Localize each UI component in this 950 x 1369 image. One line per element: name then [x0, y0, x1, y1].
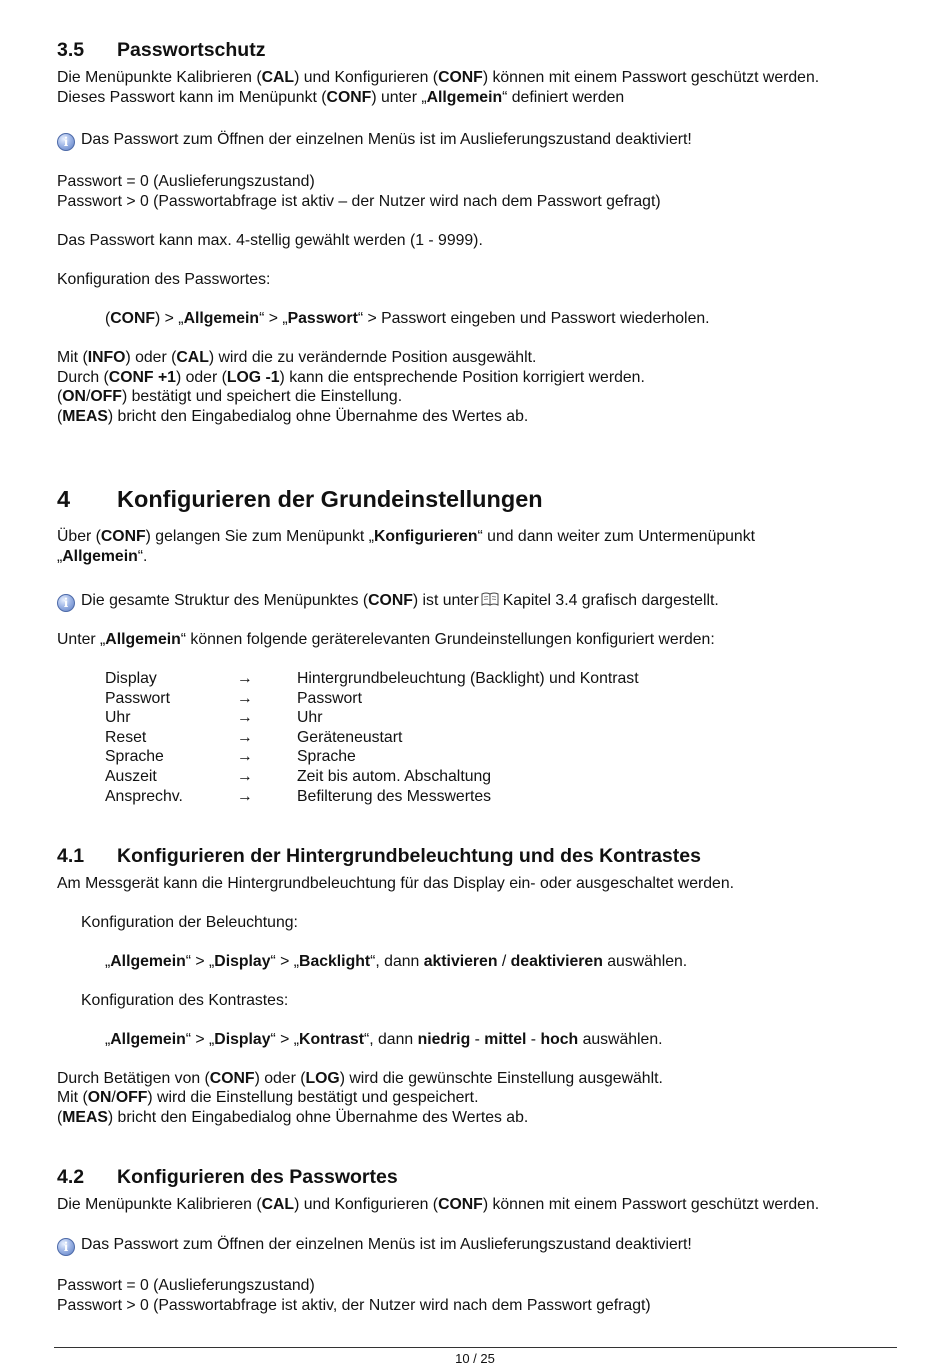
heading-3-5: 3.5 Passwortschutz [57, 39, 266, 61]
heading-4: 4 Konfigurieren der Grundeinstellungen [57, 486, 543, 512]
paragraph: Durch (CONF +1) oder (LOG -1) kann die entsprechende Position korrigiert werden. [57, 369, 645, 386]
table-row [105, 787, 639, 807]
paragraph: Mit (ON/OFF) wird die Einstellung bestätigt und gespeichert. [57, 1089, 479, 1106]
paragraph: (ON/OFF) bestätigt und speichert die Einstellung. [57, 388, 403, 405]
info-icon: i [57, 594, 75, 612]
section-3-5 [57, 38, 265, 62]
arrow-icon: → [237, 728, 253, 746]
table-row [105, 767, 639, 787]
info-icon: i [57, 1238, 75, 1256]
arrow-icon: → [237, 748, 253, 766]
paragraph: Mit (INFO) oder (CAL) wird die zu verändernde Position ausgewählt. [57, 349, 537, 366]
info-note: i Die gesamte Struktur des Menüpunktes (CONF) ist unter Kapitel 3.4 grafisch dargestellt. [57, 591, 719, 612]
setting-name: Reset [105, 728, 147, 746]
paragraph: Am Messgerät kann die Hintergrundbeleuchtung für das Display ein- oder ausgeschaltet werden. [57, 875, 735, 892]
table-row [105, 708, 639, 728]
setting-name: Ansprechv. [105, 787, 183, 805]
arrow-icon: → [237, 767, 253, 785]
arrow-icon: → [237, 787, 253, 805]
paragraph: Passwort > 0 (Passwortabfrage ist aktiv – der Nutzer wird nach dem Passwort gefragt) [57, 193, 661, 210]
paragraph: Die Menüpunkte Kalibrieren (CAL) und Konfigurieren (CONF) können mit einem Passwort geschützt werden. [57, 69, 820, 86]
paragraph: Konfiguration des Passwortes: [57, 271, 271, 288]
setting-name: Auszeit [105, 767, 157, 785]
setting-description: Zeit bis autom. Abschaltung [297, 767, 492, 785]
menu-path: „Allgemein“ > „Display“ > „Backlight“, dann aktivieren / deaktivieren auswählen. [105, 953, 688, 970]
setting-description: Hintergrundbeleuchtung (Backlight) und Kontrast [297, 670, 639, 687]
setting-description: Geräteneustart [297, 728, 403, 746]
paragraph: Passwort = 0 (Auslieferungszustand) [57, 1277, 315, 1294]
setting-description: Sprache [297, 748, 356, 766]
setting-name: Passwort [105, 689, 170, 707]
paragraph: Konfiguration der Beleuchtung: [81, 914, 298, 931]
page-number: 10 / 25 [455, 1351, 495, 1366]
table-row [105, 689, 639, 709]
paragraph: Dieses Passwort kann im Menüpunkt (CONF) unter „Allgemein“ definiert werden [57, 89, 625, 106]
paragraph: „Allgemein“. [57, 548, 148, 565]
paragraph: (MEAS) bricht den Eingabedialog ohne Übernahme des Wertes ab. [57, 408, 529, 425]
paragraph: Passwort = 0 (Auslieferungszustand) [57, 173, 315, 190]
setting-description: Passwort [297, 689, 362, 707]
table-row [105, 669, 639, 689]
table-row [105, 747, 639, 767]
info-note: i Das Passwort zum Öffnen der einzelnen Menüs ist im Auslieferungszustand deaktiviert! [57, 1235, 692, 1256]
menu-path: (CONF) > „Allgemein“ > „Passwort“ > Passwort eingeben und Passwort wiederholen. [105, 310, 710, 327]
arrow-icon: → [237, 709, 253, 727]
info-icon: i [57, 133, 75, 151]
book-icon [481, 592, 499, 606]
setting-description: Befilterung des Messwertes [297, 787, 492, 805]
heading-4-1: 4.1 Konfigurieren der Hintergrundbeleuchtung und des Kontrastes [57, 845, 701, 867]
paragraph: (MEAS) bricht den Eingabedialog ohne Übernahme des Wertes ab. [57, 1109, 529, 1126]
setting-name: Uhr [105, 709, 131, 727]
arrow-icon: → [237, 670, 253, 687]
info-note: i Das Passwort zum Öffnen der einzelnen Menüs ist im Auslieferungszustand deaktiviert! [57, 130, 692, 151]
setting-name: Display [105, 670, 157, 687]
arrow-icon: → [237, 689, 253, 707]
table-row [105, 728, 639, 748]
settings-table [105, 669, 639, 806]
paragraph: Über (CONF) gelangen Sie zum Menüpunkt „Konfigurieren“ und dann weiter zum Untermenüpunkt [57, 528, 756, 545]
setting-description: Uhr [297, 709, 323, 727]
paragraph: Passwort > 0 (Passwortabfrage ist aktiv, der Nutzer wird nach dem Passwort gefragt) [57, 1297, 651, 1314]
paragraph: Die Menüpunkte Kalibrieren (CAL) und Konfigurieren (CONF) können mit einem Passwort geschützt werden. [57, 1196, 820, 1213]
paragraph: Durch Betätigen von (CONF) oder (LOG) wird die gewünschte Einstellung ausgewählt. [57, 1070, 663, 1087]
setting-name: Sprache [105, 748, 164, 766]
paragraph: Das Passwort kann max. 4-stellig gewählt werden (1 - 9999). [57, 232, 483, 249]
paragraph: Konfiguration des Kontrastes: [81, 992, 289, 1009]
heading-4-2: 4.2 Konfigurieren des Passwortes [57, 1166, 398, 1188]
menu-path: „Allgemein“ > „Display“ > „Kontrast“, dann niedrig - mittel - hoch auswählen. [105, 1031, 663, 1048]
footer-divider [54, 1347, 897, 1348]
paragraph: Unter „Allgemein“ können folgende geräterelevanten Grundeinstellungen konfiguriert werden: [57, 631, 715, 648]
